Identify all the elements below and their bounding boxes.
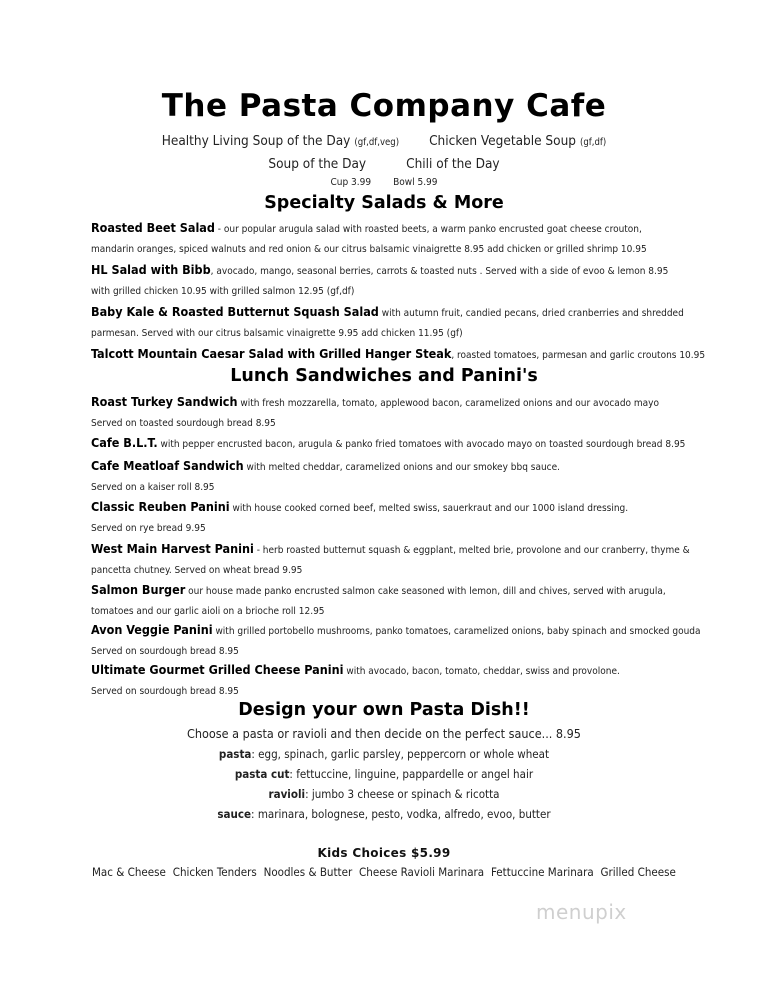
item-name: Salmon Burger xyxy=(91,582,186,597)
soup-healthy-living-tag: (gf,df,veg) xyxy=(354,137,400,148)
menu-item-classic-reuben xyxy=(91,497,676,538)
item-name: Cafe B.L.T. xyxy=(91,435,158,450)
kids-item: Noodles & Butter xyxy=(263,865,353,879)
page-title: The Pasta Company Cafe xyxy=(161,88,607,124)
item-desc: with autumn fruit, candied pecans, dried cranberries and shredded xyxy=(378,308,684,319)
item-desc: with grilled portobello mushrooms, panko tomatoes, caramelized onions, baby spinach and smocked gouda xyxy=(212,626,701,637)
sandwiches-heading: Lunch Sandwiches and Panini's xyxy=(230,366,538,386)
kids-item: Mac & Cheese xyxy=(92,865,166,879)
menu-item-hl-salad xyxy=(91,260,676,301)
item-desc-line2: with grilled chicken 10.95 with grilled salmon 12.95 (gf,df) xyxy=(91,285,355,297)
chili-of-the-day: Chili of the Day xyxy=(406,156,500,172)
pasta-intro: Choose a pasta or ravioli and then decide on the perfect sauce... 8.95 xyxy=(187,726,581,741)
pasta-value: : egg, spinach, garlic parsley, peppercorn or whole wheat xyxy=(251,747,550,761)
soup-cup-price: Cup 3.99 xyxy=(330,177,372,188)
item-name: Roast Turkey Sandwich xyxy=(91,394,238,409)
menu-item-roast-turkey xyxy=(91,392,676,433)
item-desc: our house made panko encrusted salmon cake seasoned with lemon, dill and chives, served with arugula, xyxy=(185,586,666,597)
soup-line-1 xyxy=(0,133,768,149)
item-desc: - herb roasted butternut squash & eggplant, melted brie, provolone and our cranberry, thyme & xyxy=(253,545,690,556)
menu-item-cafe-blt xyxy=(91,433,686,455)
ravioli-value: : jumbo 3 cheese or spinach & ricotta xyxy=(305,787,500,801)
sauce-label: sauce xyxy=(217,807,252,821)
item-desc-line2: Served on sourdough bread 8.95 xyxy=(91,645,239,657)
item-desc-line2: Served on a kaiser roll 8.95 xyxy=(91,481,215,493)
pasta-cut-line xyxy=(0,767,768,781)
pasta-label: pasta xyxy=(218,747,252,761)
ravioli-line xyxy=(0,787,768,801)
item-desc: , roasted tomatoes, parmesan and garlic croutons 10.95 xyxy=(451,350,706,361)
menu-item-ultimate-grilled-cheese xyxy=(91,660,676,701)
pasta-cut-value: : fettuccine, linguine, pappardelle or angel hair xyxy=(289,767,534,781)
item-name: Ultimate Gourmet Grilled Cheese Panini xyxy=(91,662,344,677)
menu-item-avon-veggie xyxy=(91,620,701,661)
salads-heading: Specialty Salads & More xyxy=(264,193,504,213)
item-desc-line2: parmesan. Served with our citrus balsamic vinaigrette 9.95 add chicken 11.95 (gf) xyxy=(91,327,463,339)
soup-chicken-vegetable-tag: (gf,df) xyxy=(580,137,607,148)
item-desc-line2: Served on rye bread 9.95 xyxy=(91,522,206,534)
menu-item-cafe-meatloaf xyxy=(91,456,676,497)
pasta-heading: Design your own Pasta Dish!! xyxy=(238,700,530,720)
menu-item-salmon-burger xyxy=(91,580,676,621)
soup-of-the-day: Soup of the Day xyxy=(268,156,367,172)
soup-healthy-living: Healthy Living Soup of the Day xyxy=(161,133,351,149)
ravioli-label: ravioli xyxy=(268,787,306,801)
menupix-watermark: menupix xyxy=(536,900,627,924)
item-desc-line2: tomatoes and our garlic aioli on a brioche roll 12.95 xyxy=(91,605,325,617)
item-name: Roasted Beet Salad xyxy=(91,220,215,235)
item-name: HL Salad with Bibb xyxy=(91,262,211,277)
menu-item-baby-kale-salad xyxy=(91,302,684,343)
item-desc-line2: pancetta chutney. Served on wheat bread 9.95 xyxy=(91,564,303,576)
item-desc: with house cooked corned beef, melted swiss, sauerkraut and our 1000 island dressing. xyxy=(229,503,629,514)
item-name: Talcott Mountain Caesar Salad with Grilled Hanger Steak xyxy=(91,346,452,361)
pasta-option-line xyxy=(0,747,768,761)
soup-bowl-price: Bowl 5.99 xyxy=(393,177,438,188)
kids-choices-heading: Kids Choices $5.99 xyxy=(317,846,451,860)
menu-item-roasted-beet-salad xyxy=(91,218,676,259)
item-name: Baby Kale & Roasted Butternut Squash Salad xyxy=(91,304,379,319)
kids-item: Grilled Cheese xyxy=(600,865,676,879)
item-name: West Main Harvest Panini xyxy=(91,541,254,556)
item-name: Avon Veggie Panini xyxy=(91,622,213,637)
sauce-value: : marinara, bolognese, pesto, vodka, alfredo, evoo, butter xyxy=(251,807,551,821)
menu-item-west-main-harvest xyxy=(91,539,690,580)
item-desc-line2: Served on toasted sourdough bread 8.95 xyxy=(91,417,276,429)
menu-item-talcott-caesar xyxy=(91,344,706,366)
item-desc-line2: mandarin oranges, spiced walnuts and red onion & our citrus balsamic vinaigrette 8.95 add chicken or grilled shrimp 10.95 xyxy=(91,243,647,255)
kids-item: Cheese Ravioli Marinara xyxy=(359,865,485,879)
sauce-line xyxy=(0,807,768,821)
soup-prices xyxy=(0,177,768,188)
pasta-cut-label: pasta cut xyxy=(234,767,290,781)
kids-item: Chicken Tenders xyxy=(172,865,257,879)
soup-line-2 xyxy=(0,156,768,172)
item-desc-line2: Served on sourdough bread 8.95 xyxy=(91,685,239,697)
soup-chicken-vegetable: Chicken Vegetable Soup xyxy=(429,133,576,149)
item-desc: , avocado, mango, seasonal berries, carrots & toasted nuts . Served with a side of evoo & lemon 8.95 xyxy=(210,266,669,277)
kids-items xyxy=(92,865,676,879)
item-desc: with avocado, bacon, tomato, cheddar, swiss and provolone. xyxy=(343,666,620,677)
item-desc: with pepper encrusted bacon, arugula & panko fried tomatoes with avocado mayo on toasted sourdough bread 8.95 xyxy=(157,439,686,450)
item-desc: with melted cheddar, caramelized onions and our smokey bbq sauce. xyxy=(243,462,561,473)
item-desc: with fresh mozzarella, tomato, applewood bacon, caramelized onions and our avocado mayo xyxy=(237,398,659,409)
item-name: Classic Reuben Panini xyxy=(91,499,230,514)
kids-item: Fettuccine Marinara xyxy=(490,865,594,879)
item-desc: - our popular arugula salad with roasted beets, a warm panko encrusted goat cheese crouton, xyxy=(214,224,642,235)
item-name: Cafe Meatloaf Sandwich xyxy=(91,458,244,473)
